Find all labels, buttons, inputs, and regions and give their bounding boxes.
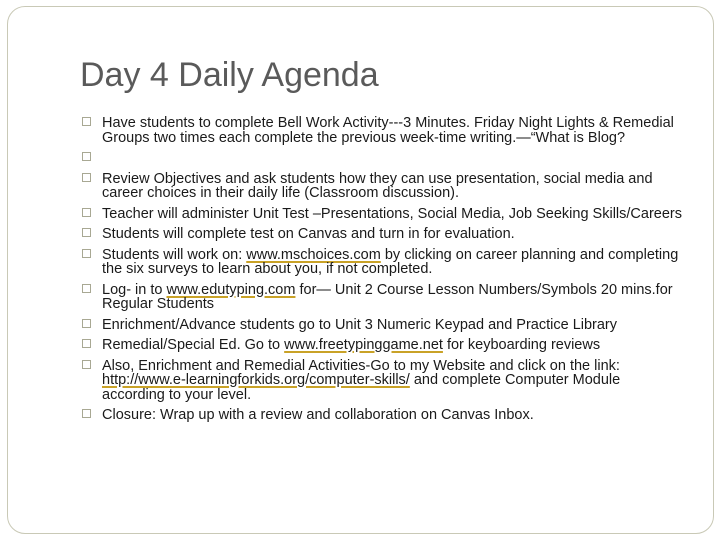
agenda-item-text: for— Unit 2 Course Lesson Numbers/Symbols 20 mins.for Regular Students xyxy=(102,281,673,312)
agenda-item-text: Log- in to xyxy=(102,281,167,298)
hyperlink[interactable]: www.mschoices.com xyxy=(246,246,381,263)
agenda-item-text: Students will complete test on Canvas and turn in for evaluation. xyxy=(102,226,515,242)
agenda-item xyxy=(80,408,685,423)
agenda-item-text: Students will work on: xyxy=(102,246,247,263)
checkbox-bullet-icon xyxy=(82,152,91,161)
agenda-item-text: Review Objectives and ask students how they can use presentation, social media and career choices in their daily life (Classroom discussion). xyxy=(102,170,653,201)
slide-title: Day 4 Daily Agenda xyxy=(80,56,379,94)
agenda-item-text: Remedial/Special Ed. Go to xyxy=(102,337,285,353)
agenda-item xyxy=(80,116,685,145)
agenda-item-text: and complete Computer Module according to your level. xyxy=(102,372,621,403)
checkbox-bullet-icon xyxy=(82,284,91,293)
agenda-item xyxy=(80,338,685,353)
agenda-list xyxy=(80,116,685,429)
agenda-item xyxy=(80,359,685,403)
checkbox-bullet-icon xyxy=(82,249,91,258)
agenda-item xyxy=(80,227,685,242)
agenda-item-text: Closure: Wrap up with a review and collaboration on Canvas Inbox. xyxy=(102,407,534,423)
agenda-item-text: Teacher will administer Unit Test –Presentations, Social Media, Job Seeking Skills/Careers xyxy=(102,205,682,222)
agenda-item-text: for keyboarding reviews xyxy=(442,337,601,353)
agenda-item-text: Have students to complete Bell Work Activity---3 Minutes. Friday Night Lights & Remedial Groups two times each complete the previous week-time writing.—“What is Blog? xyxy=(102,115,674,146)
checkbox-bullet-icon xyxy=(82,360,91,369)
hyperlink[interactable]: www.freetypinggame.net xyxy=(284,337,443,353)
agenda-item-text: by clicking on career planning and completing the six surveys to learn about you, if not completed. xyxy=(102,246,679,277)
checkbox-bullet-icon xyxy=(82,173,91,182)
checkbox-bullet-icon xyxy=(82,228,91,237)
hyperlink[interactable]: www.edutyping.com xyxy=(166,281,296,298)
checkbox-bullet-icon xyxy=(82,409,91,418)
agenda-item xyxy=(80,318,685,333)
agenda-item xyxy=(80,248,685,277)
agenda-item-text: Enrichment/Advance students go to Unit 3 Numeric Keypad and Practice Library xyxy=(102,316,618,333)
hyperlink[interactable]: http://www.e-learningforkids.org/computer-skills/ xyxy=(102,372,410,388)
checkbox-bullet-icon xyxy=(82,117,91,126)
agenda-item xyxy=(80,151,685,166)
agenda-item xyxy=(80,207,685,222)
agenda-item xyxy=(80,283,685,312)
checkbox-bullet-icon xyxy=(82,319,91,328)
checkbox-bullet-icon xyxy=(82,339,91,348)
agenda-item xyxy=(80,172,685,201)
agenda-item-text: Also, Enrichment and Remedial Activities-Go to my Website and click on the link: xyxy=(102,357,620,374)
checkbox-bullet-icon xyxy=(82,208,91,217)
